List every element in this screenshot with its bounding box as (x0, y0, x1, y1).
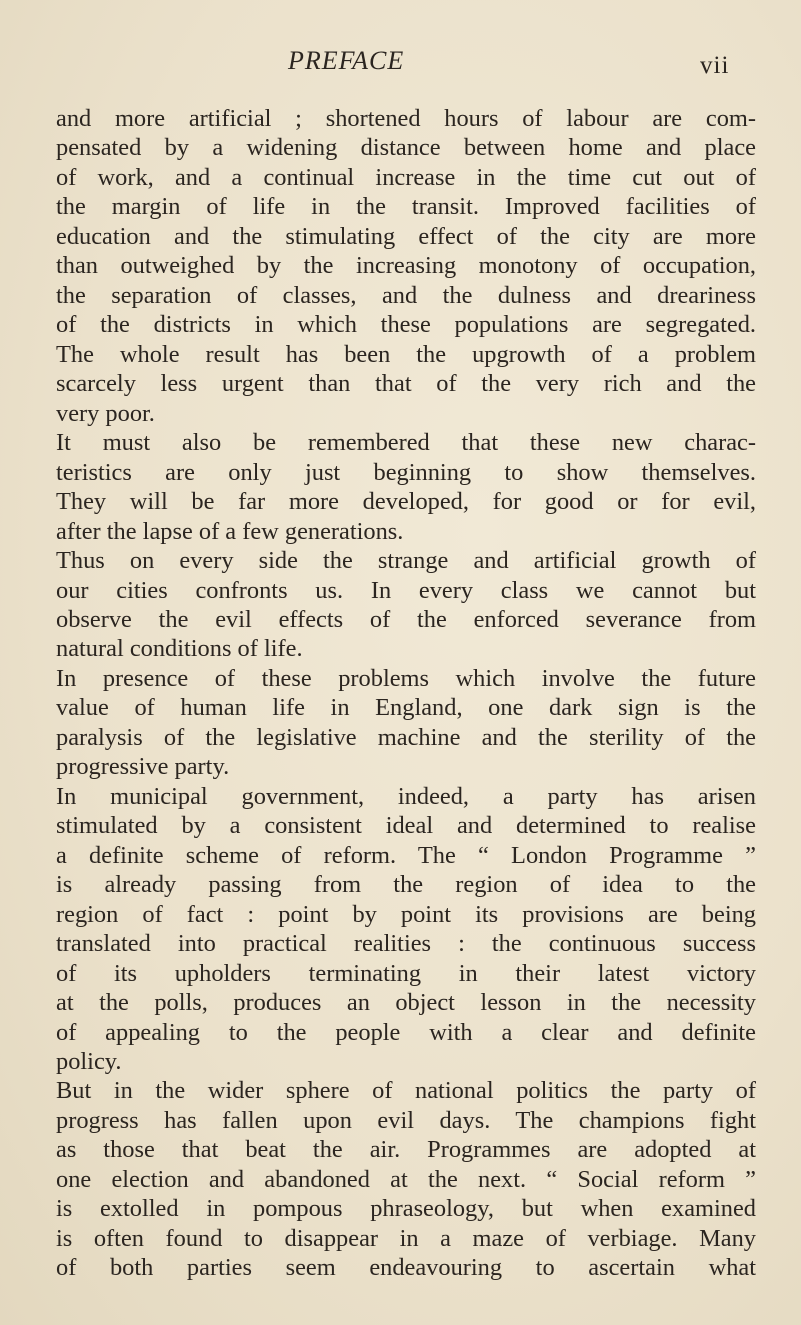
text-line: of work, and a continual increase in the time cut out of (56, 163, 756, 191)
text-line: Thus on every side the strange and artificial growth of (56, 547, 756, 575)
text-line: a definite scheme of reform. The “ London Programme ” (56, 841, 756, 869)
body-text (56, 104, 756, 1283)
text-line: at the polls, produces an object lesson in the necessity (56, 989, 756, 1017)
text-line: very poor. (56, 399, 155, 427)
text-line: progress has fallen upon evil days. The champions fight (56, 1106, 756, 1134)
text-line: is extolled in pompous phraseology, but when examined (56, 1195, 756, 1223)
text-line: In presence of these problems which involve the future (56, 664, 756, 692)
text-line: is already passing from the region of idea to the (56, 871, 756, 899)
text-line: of its upholders terminating in their latest victory (56, 959, 756, 987)
text-line: of both parties seem endeavouring to ascertain what (56, 1254, 756, 1282)
text-line: as those that beat the air. Programmes are adopted at (56, 1136, 756, 1164)
text-line: than outweighed by the increasing monotony of occupation, (56, 252, 756, 280)
text-line: teristics are only just beginning to show themselves. (56, 458, 756, 486)
text-line: and more artificial ; shortened hours of labour are com- (56, 105, 756, 132)
text-line: But in the wider sphere of national politics the party of (56, 1077, 756, 1105)
running-head (0, 46, 801, 86)
text-line: In municipal government, indeed, a party has arisen (56, 782, 756, 810)
text-line: It must also be remembered that these new charac- (56, 429, 756, 457)
text-line: policy. (56, 1048, 122, 1075)
text-line: observe the evil effects of the enforced severance from (56, 605, 756, 633)
text-line: one election and abandoned at the next. “ Social reform ” (56, 1165, 756, 1193)
text-line: translated into practical realities : the continuous success (56, 930, 756, 958)
text-line: The whole result has been the upgrowth of a problem (56, 340, 756, 368)
text-line: education and the stimulating effect of the city are more (56, 222, 756, 250)
page-number: vii (700, 52, 730, 79)
text-line: of appealing to the people with a clear and definite (56, 1018, 756, 1046)
text-line: progressive party. (56, 753, 230, 781)
text-line: our cities confronts us. In every class we cannot but (56, 576, 756, 604)
text-line: of the districts in which these populations are segregated. (56, 311, 756, 339)
text-line: is often found to disappear in a maze of verbiage. Many (56, 1224, 756, 1252)
text-line: value of human life in England, one dark sign is the (56, 694, 756, 722)
text-line: the separation of classes, and the dulness and dreariness (56, 281, 756, 309)
text-line: stimulated by a consistent ideal and determined to realise (56, 812, 756, 840)
text-line: pensated by a widening distance between home and place (56, 134, 756, 162)
text-line: natural conditions of life. (56, 635, 303, 663)
text-line: paralysis of the legislative machine and the sterility of the (56, 723, 756, 751)
text-line: scarcely less urgent than that of the very rich and the (56, 370, 756, 398)
text-line: after the lapse of a few generations. (56, 517, 404, 545)
running-title: PREFACE (288, 46, 405, 75)
text-line: the margin of life in the transit. Improved facilities of (56, 193, 756, 221)
text-line: They will be far more developed, for good or for evil, (56, 488, 756, 516)
text-line: region of fact : point by point its provisions are being (56, 900, 756, 928)
